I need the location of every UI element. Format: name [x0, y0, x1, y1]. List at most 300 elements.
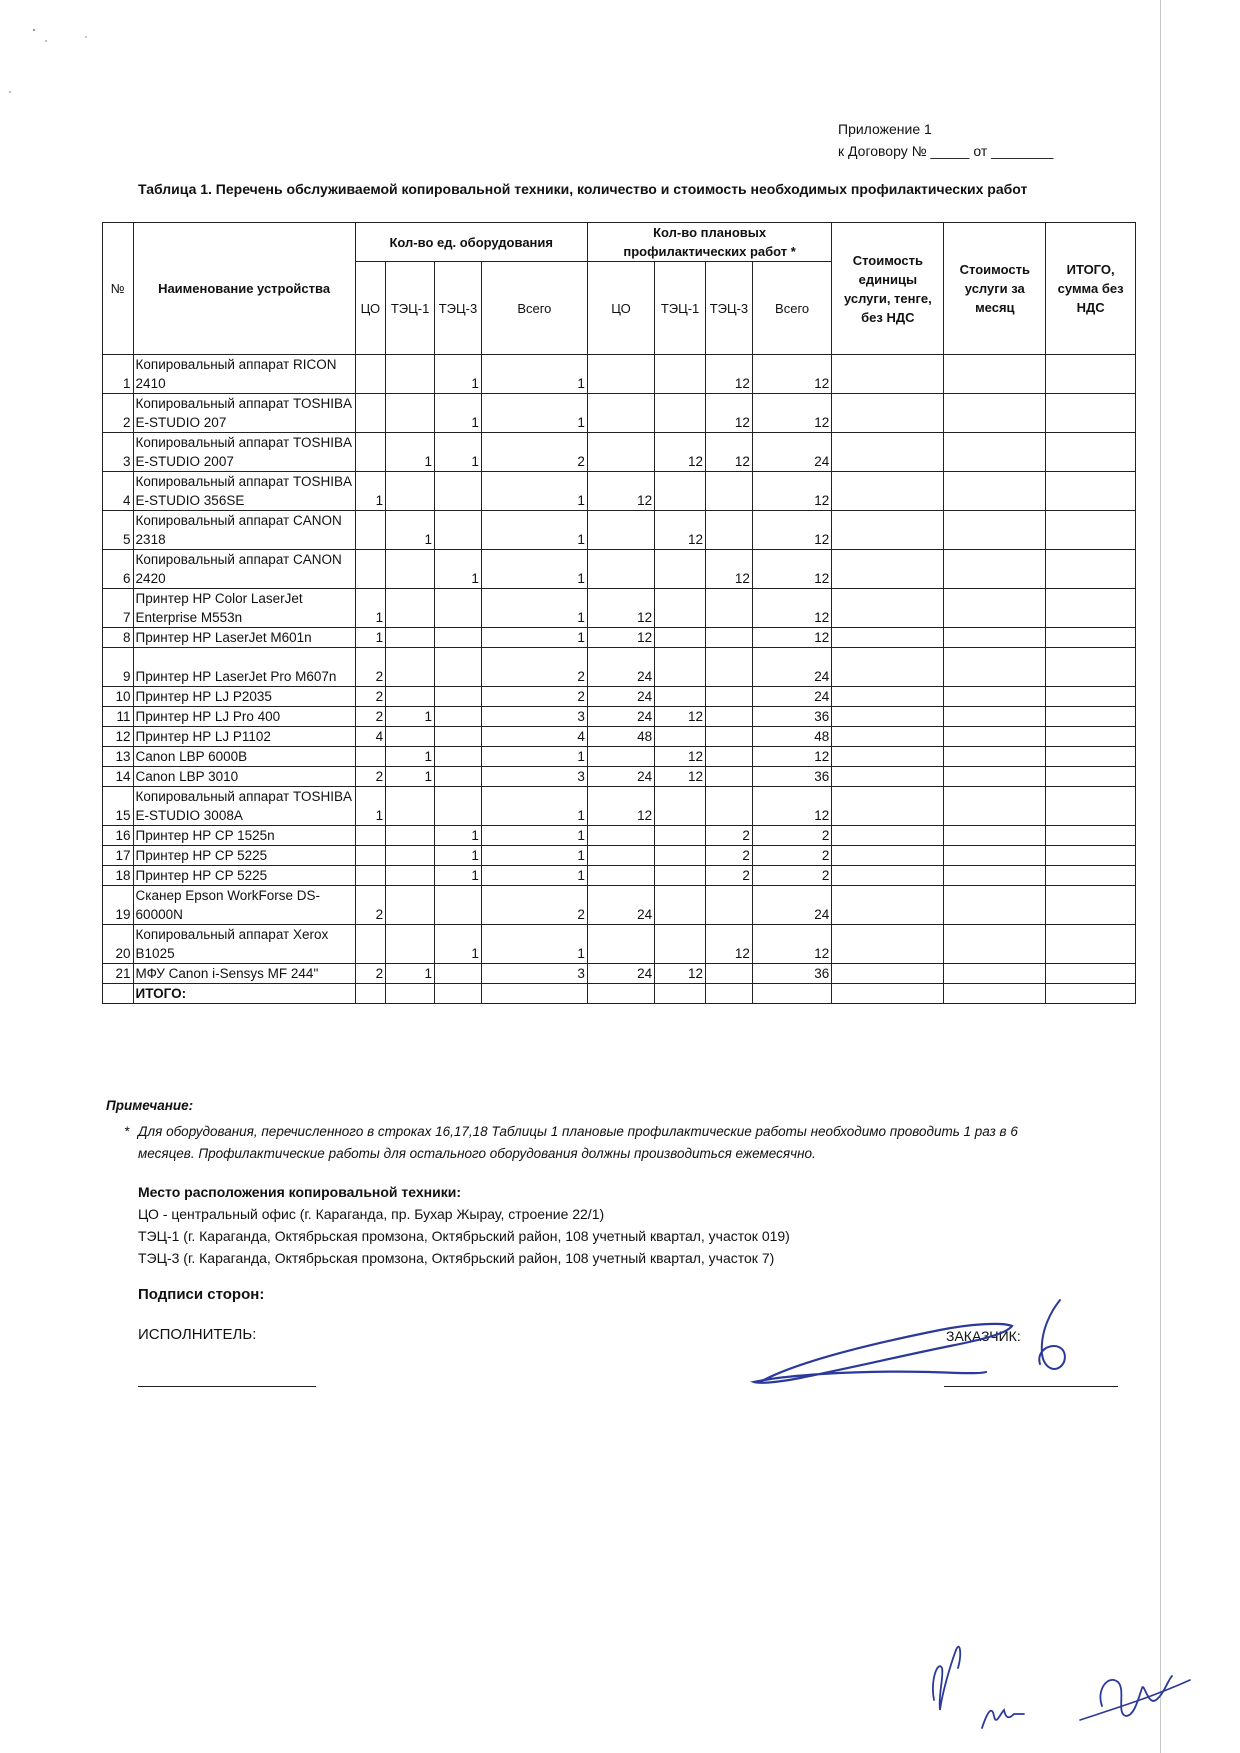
- location-tec3: ТЭЦ-3 (г. Караганда, Октябрьская промзона, Октябрьский район, 108 учетный квартал, участок 7): [138, 1250, 775, 1266]
- cell-month-cost: [944, 886, 1046, 925]
- device-name: Копировальный аппарат CANON 2420: [133, 550, 355, 589]
- cell-w-co: [587, 550, 654, 589]
- cell-month-cost: [944, 826, 1046, 846]
- device-name: Копировальный аппарат TOSHIBA E-STUDIO 356SE: [133, 472, 355, 511]
- cell-unit-cost: [832, 767, 944, 787]
- cell-month-cost: [944, 727, 1046, 747]
- cell-unit-cost: [832, 394, 944, 433]
- cell-grand-total: [1046, 589, 1136, 628]
- cell-u-co: 2: [355, 707, 386, 727]
- device-name: Принтер HP CP 5225: [133, 846, 355, 866]
- cell-u-t3: [435, 964, 482, 984]
- cell-w-t3: 12: [706, 355, 753, 394]
- cell-u-co: 1: [355, 787, 386, 826]
- cell-u-all: 1: [481, 628, 587, 648]
- cell-u-co: [355, 846, 386, 866]
- cell-u-t1: 1: [386, 964, 435, 984]
- cell-u-t3: [435, 687, 482, 707]
- cell-grand-total: [1046, 866, 1136, 886]
- cell-w-t1: [655, 687, 706, 707]
- header-works-tec1: ТЭЦ-1: [655, 262, 706, 355]
- cell-u-t1: [386, 866, 435, 886]
- row-number: 7: [103, 589, 134, 628]
- cell-unit-cost: [832, 925, 944, 964]
- device-name: Копировальный аппарат TOSHIBA E-STUDIO 207: [133, 394, 355, 433]
- total-cell: [481, 984, 587, 1004]
- header-units-total: Всего: [481, 262, 587, 355]
- cell-w-co: [587, 355, 654, 394]
- table-row: [103, 767, 1136, 787]
- cell-w-all: 12: [752, 628, 831, 648]
- cell-u-co: [355, 394, 386, 433]
- cell-w-all: 12: [752, 787, 831, 826]
- cell-w-t1: [655, 886, 706, 925]
- device-name: Принтер HP LJ P1102: [133, 727, 355, 747]
- cell-w-t1: [655, 355, 706, 394]
- cell-u-co: 1: [355, 472, 386, 511]
- executor-label: ИСПОЛНИТЕЛЬ:: [138, 1326, 257, 1343]
- cell-u-t3: 1: [435, 355, 482, 394]
- cell-u-all: 4: [481, 727, 587, 747]
- cell-u-t3: [435, 767, 482, 787]
- cell-w-co: 24: [587, 707, 654, 727]
- cell-w-t1: 12: [655, 707, 706, 727]
- row-number: 15: [103, 787, 134, 826]
- cell-u-t3: 1: [435, 866, 482, 886]
- cell-u-t1: [386, 472, 435, 511]
- cell-grand-total: [1046, 767, 1136, 787]
- cell-u-t1: [386, 886, 435, 925]
- table-row: [103, 472, 1136, 511]
- location-title: Место расположения копировальной техники:: [138, 1184, 462, 1200]
- cell-w-t3: [706, 707, 753, 727]
- cell-w-t3: 12: [706, 433, 753, 472]
- page-edge-line: [1160, 0, 1161, 1753]
- cell-month-cost: [944, 628, 1046, 648]
- cell-unit-cost: [832, 866, 944, 886]
- cell-u-t1: [386, 628, 435, 648]
- cell-w-t1: 12: [655, 767, 706, 787]
- cell-u-t3: 1: [435, 826, 482, 846]
- cell-unit-cost: [832, 886, 944, 925]
- cell-grand-total: [1046, 707, 1136, 727]
- cell-w-co: 24: [587, 964, 654, 984]
- cell-w-all: 12: [752, 472, 831, 511]
- header-units-tec3: ТЭЦ-3: [435, 262, 482, 355]
- cell-w-t1: [655, 589, 706, 628]
- signatures-title: Подписи сторон:: [138, 1286, 265, 1303]
- cell-w-t1: [655, 826, 706, 846]
- cell-month-cost: [944, 550, 1046, 589]
- device-name: Принтер HP LJ Pro 400: [133, 707, 355, 727]
- total-cell: [944, 984, 1046, 1004]
- cell-u-co: [355, 355, 386, 394]
- cell-w-t1: [655, 550, 706, 589]
- scan-specks: [0, 0, 120, 100]
- cell-u-t1: [386, 589, 435, 628]
- row-number: 3: [103, 433, 134, 472]
- cell-w-t3: [706, 648, 753, 687]
- cell-unit-cost: [832, 472, 944, 511]
- cell-month-cost: [944, 964, 1046, 984]
- cell-u-t1: [386, 826, 435, 846]
- table-row: [103, 707, 1136, 727]
- cell-w-t1: [655, 727, 706, 747]
- cell-w-all: 36: [752, 964, 831, 984]
- cell-u-t1: 1: [386, 707, 435, 727]
- device-name: Копировальный аппарат TOSHIBA E-STUDIO 3008A: [133, 787, 355, 826]
- cell-u-t1: [386, 846, 435, 866]
- row-number: 10: [103, 687, 134, 707]
- cell-u-t3: [435, 787, 482, 826]
- header-units-tec1: ТЭЦ-1: [386, 262, 435, 355]
- cell-grand-total: [1046, 355, 1136, 394]
- cell-grand-total: [1046, 826, 1136, 846]
- cell-w-all: 24: [752, 687, 831, 707]
- row-number: 12: [103, 727, 134, 747]
- cell-u-t3: [435, 589, 482, 628]
- cell-unit-cost: [832, 355, 944, 394]
- cell-w-t3: [706, 687, 753, 707]
- cell-w-t1: 12: [655, 511, 706, 550]
- cell-u-co: 2: [355, 648, 386, 687]
- device-name: Принтер HP LaserJet Pro M607n: [133, 648, 355, 687]
- location-block: [138, 1181, 790, 1269]
- table-row: [103, 826, 1136, 846]
- cell-u-t3: 1: [435, 394, 482, 433]
- cell-w-co: [587, 394, 654, 433]
- cell-grand-total: [1046, 628, 1136, 648]
- cell-w-t1: 12: [655, 747, 706, 767]
- cell-u-t1: [386, 787, 435, 826]
- cell-w-co: 24: [587, 767, 654, 787]
- cell-w-all: 2: [752, 826, 831, 846]
- cell-w-all: 12: [752, 355, 831, 394]
- cell-month-cost: [944, 648, 1046, 687]
- cell-w-co: [587, 866, 654, 886]
- cell-u-all: 1: [481, 355, 587, 394]
- cell-unit-cost: [832, 648, 944, 687]
- cell-w-co: 12: [587, 628, 654, 648]
- cell-w-co: 24: [587, 687, 654, 707]
- cell-w-co: 48: [587, 727, 654, 747]
- cell-grand-total: [1046, 747, 1136, 767]
- cell-w-t3: 12: [706, 925, 753, 964]
- header-works-total: Всего: [752, 262, 831, 355]
- cell-u-t1: 1: [386, 747, 435, 767]
- table-row: [103, 589, 1136, 628]
- cell-u-t1: 1: [386, 511, 435, 550]
- table-title: Таблица 1. Перечень обслуживаемой копировальной техники, количество и стоимость необходимых профилактических работ: [138, 181, 1028, 197]
- header-device-name: Наименование устройства: [133, 223, 355, 355]
- device-name: Копировальный аппарат Xerox B1025: [133, 925, 355, 964]
- cell-grand-total: [1046, 648, 1136, 687]
- cell-u-t3: 1: [435, 846, 482, 866]
- cell-month-cost: [944, 747, 1046, 767]
- device-name: Копировальный аппарат TOSHIBA E-STUDIO 2007: [133, 433, 355, 472]
- cell-u-co: [355, 866, 386, 886]
- cell-u-co: 1: [355, 628, 386, 648]
- equipment-rows: [103, 355, 1136, 984]
- row-number: 2: [103, 394, 134, 433]
- cell-month-cost: [944, 394, 1046, 433]
- cell-unit-cost: [832, 589, 944, 628]
- cell-w-all: 2: [752, 866, 831, 886]
- cell-w-t1: [655, 394, 706, 433]
- total-cell: [706, 984, 753, 1004]
- cell-unit-cost: [832, 964, 944, 984]
- cell-w-all: 12: [752, 747, 831, 767]
- cell-unit-cost: [832, 433, 944, 472]
- cell-u-co: [355, 826, 386, 846]
- device-name: Копировальный аппарат RICON 2410: [133, 355, 355, 394]
- table-row: [103, 925, 1136, 964]
- cell-u-all: 1: [481, 550, 587, 589]
- cell-unit-cost: [832, 787, 944, 826]
- device-name: Принтер HP CP 5225: [133, 866, 355, 886]
- cell-month-cost: [944, 767, 1046, 787]
- row-number: 17: [103, 846, 134, 866]
- note-text: Для оборудования, перечисленного в строках 16,17,18 Таблицы 1 плановые профилактические работы необходимо проводить 1 раз в 6 месяцев. Профилактические работы для остального оборудования должны производиться ежемесячно.: [138, 1124, 1018, 1161]
- cell-month-cost: [944, 472, 1046, 511]
- cell-w-t1: [655, 846, 706, 866]
- cell-w-t3: 2: [706, 846, 753, 866]
- cell-unit-cost: [832, 846, 944, 866]
- row-number: 18: [103, 866, 134, 886]
- cell-unit-cost: [832, 826, 944, 846]
- cell-u-all: 1: [481, 589, 587, 628]
- cell-w-t3: [706, 747, 753, 767]
- cell-w-co: 12: [587, 589, 654, 628]
- cell-u-t3: 1: [435, 433, 482, 472]
- total-cell: [435, 984, 482, 1004]
- cell-w-all: 2: [752, 846, 831, 866]
- location-tec1: ТЭЦ-1 (г. Караганда, Октябрьская промзона, Октябрьский район, 108 учетный квартал, участок 019): [138, 1228, 790, 1244]
- cell-u-co: [355, 511, 386, 550]
- cell-w-t3: 2: [706, 826, 753, 846]
- cell-u-all: 1: [481, 925, 587, 964]
- cell-grand-total: [1046, 925, 1136, 964]
- table-row: [103, 628, 1136, 648]
- row-number: 14: [103, 767, 134, 787]
- cell-u-t3: [435, 886, 482, 925]
- total-label: ИТОГО:: [133, 984, 355, 1004]
- cell-w-t3: 12: [706, 550, 753, 589]
- cell-w-t1: [655, 648, 706, 687]
- cell-unit-cost: [832, 707, 944, 727]
- row-number: 9: [103, 648, 134, 687]
- row-number: 21: [103, 964, 134, 984]
- header-unit-cost: Стоимость единицы услуги, тенге, без НДС: [832, 223, 944, 355]
- table-row: [103, 394, 1136, 433]
- table-row: [103, 648, 1136, 687]
- cell-grand-total: [1046, 394, 1136, 433]
- cell-u-all: 2: [481, 886, 587, 925]
- cell-month-cost: [944, 355, 1046, 394]
- cell-w-all: 24: [752, 433, 831, 472]
- row-number: 19: [103, 886, 134, 925]
- cell-grand-total: [1046, 511, 1136, 550]
- cell-u-co: [355, 550, 386, 589]
- appendix-number: Приложение 1: [838, 121, 932, 137]
- cell-w-co: [587, 846, 654, 866]
- customer-label: ЗАКАЗЧИК:: [946, 1328, 1021, 1344]
- cell-u-t1: 1: [386, 433, 435, 472]
- cell-w-t3: [706, 787, 753, 826]
- cell-u-all: 1: [481, 394, 587, 433]
- table-row: [103, 433, 1136, 472]
- cell-u-t3: [435, 472, 482, 511]
- table-row: [103, 787, 1136, 826]
- row-number: 13: [103, 747, 134, 767]
- cell-u-all: 2: [481, 687, 587, 707]
- cell-u-all: 1: [481, 511, 587, 550]
- cell-grand-total: [1046, 886, 1136, 925]
- row-number: 5: [103, 511, 134, 550]
- cell-w-co: 24: [587, 648, 654, 687]
- cell-u-t3: 1: [435, 925, 482, 964]
- cell-month-cost: [944, 707, 1046, 727]
- location-co: ЦО - центральный офис (г. Караганда, пр. Бухар Жырау, строение 22/1): [138, 1206, 605, 1222]
- device-name: МФУ Canon i-Sensys MF 244": [133, 964, 355, 984]
- cell-w-co: 12: [587, 472, 654, 511]
- cell-u-all: 1: [481, 826, 587, 846]
- cell-w-t1: [655, 472, 706, 511]
- cell-w-co: [587, 511, 654, 550]
- cell-u-co: [355, 433, 386, 472]
- cell-u-co: 2: [355, 687, 386, 707]
- cell-w-all: 12: [752, 589, 831, 628]
- cell-w-all: 36: [752, 707, 831, 727]
- total-row: [103, 984, 1136, 1004]
- cell-u-t3: [435, 707, 482, 727]
- device-name: Принтер HP LJ P2035: [133, 687, 355, 707]
- row-number: 16: [103, 826, 134, 846]
- cell-u-co: 2: [355, 886, 386, 925]
- cell-grand-total: [1046, 433, 1136, 472]
- cell-w-co: 24: [587, 886, 654, 925]
- note-asterisk: *: [124, 1124, 130, 1139]
- table-row: [103, 747, 1136, 767]
- cell-u-t1: [386, 727, 435, 747]
- cell-u-co: [355, 747, 386, 767]
- cell-w-t1: [655, 866, 706, 886]
- cell-u-t1: 1: [386, 767, 435, 787]
- cell-w-t3: [706, 589, 753, 628]
- row-number: 6: [103, 550, 134, 589]
- header-grand-total: ИТОГО, сумма без НДС: [1046, 223, 1136, 355]
- cell-u-all: 1: [481, 472, 587, 511]
- cell-u-co: [355, 925, 386, 964]
- cell-month-cost: [944, 687, 1046, 707]
- row-number: 11: [103, 707, 134, 727]
- cell-grand-total: [1046, 787, 1136, 826]
- total-cell: [1046, 984, 1136, 1004]
- note-block: [124, 1121, 1024, 1165]
- page-initials: [920, 1610, 1220, 1750]
- cell-w-co: [587, 925, 654, 964]
- total-num-cell: [103, 984, 134, 1004]
- device-name: Копировальный аппарат CANON 2318: [133, 511, 355, 550]
- cell-w-all: 48: [752, 727, 831, 747]
- cell-w-co: [587, 747, 654, 767]
- cell-u-t3: 1: [435, 550, 482, 589]
- cell-u-t1: [386, 355, 435, 394]
- cell-w-co: [587, 433, 654, 472]
- cell-month-cost: [944, 925, 1046, 964]
- table-row: [103, 355, 1136, 394]
- header-works-tec3: ТЭЦ-3: [706, 262, 753, 355]
- cell-w-all: 12: [752, 394, 831, 433]
- device-name: Canon LBP 3010: [133, 767, 355, 787]
- cell-u-t1: [386, 648, 435, 687]
- cell-u-co: 2: [355, 767, 386, 787]
- cell-grand-total: [1046, 964, 1136, 984]
- header-month-cost: Стоимость услуги за месяц: [944, 223, 1046, 355]
- cell-unit-cost: [832, 511, 944, 550]
- total-cell: [655, 984, 706, 1004]
- cell-u-all: 1: [481, 747, 587, 767]
- total-cell: [355, 984, 386, 1004]
- cell-w-all: 24: [752, 886, 831, 925]
- row-number: 20: [103, 925, 134, 964]
- cell-w-co: [587, 826, 654, 846]
- total-cell: [752, 984, 831, 1004]
- table-row: [103, 727, 1136, 747]
- cell-w-t3: [706, 767, 753, 787]
- cell-w-all: 36: [752, 767, 831, 787]
- row-number: 4: [103, 472, 134, 511]
- cell-unit-cost: [832, 727, 944, 747]
- cell-u-t3: [435, 648, 482, 687]
- cell-grand-total: [1046, 727, 1136, 747]
- device-name: Сканер Epson WorkForse DS-60000N: [133, 886, 355, 925]
- cell-u-co: 2: [355, 964, 386, 984]
- cell-w-t1: [655, 628, 706, 648]
- cell-u-all: 3: [481, 964, 587, 984]
- cell-w-t3: [706, 472, 753, 511]
- table-row: [103, 550, 1136, 589]
- cell-w-t3: [706, 964, 753, 984]
- appendix-reference: [838, 118, 1053, 162]
- cell-u-t1: [386, 687, 435, 707]
- cell-w-t1: 12: [655, 433, 706, 472]
- cell-w-all: 24: [752, 648, 831, 687]
- device-name: Принтер HP CP 1525n: [133, 826, 355, 846]
- cell-u-t3: [435, 628, 482, 648]
- cell-u-co: 1: [355, 589, 386, 628]
- cell-w-t1: [655, 787, 706, 826]
- cell-u-all: 2: [481, 433, 587, 472]
- cell-grand-total: [1046, 846, 1136, 866]
- cell-w-t3: 2: [706, 866, 753, 886]
- cell-month-cost: [944, 846, 1046, 866]
- cell-w-t3: [706, 727, 753, 747]
- cell-unit-cost: [832, 747, 944, 767]
- table-row: [103, 964, 1136, 984]
- cell-w-t3: [706, 628, 753, 648]
- header-works-group: Кол-во плановых профилактических работ *: [587, 223, 831, 262]
- device-name: Принтер HP Color LaserJet Enterprise M553n: [133, 589, 355, 628]
- header-works-co: ЦО: [587, 262, 654, 355]
- cell-w-all: 12: [752, 925, 831, 964]
- cell-u-all: 3: [481, 767, 587, 787]
- table-row: [103, 886, 1136, 925]
- row-number: 1: [103, 355, 134, 394]
- cell-u-all: 1: [481, 846, 587, 866]
- cell-month-cost: [944, 787, 1046, 826]
- cell-unit-cost: [832, 687, 944, 707]
